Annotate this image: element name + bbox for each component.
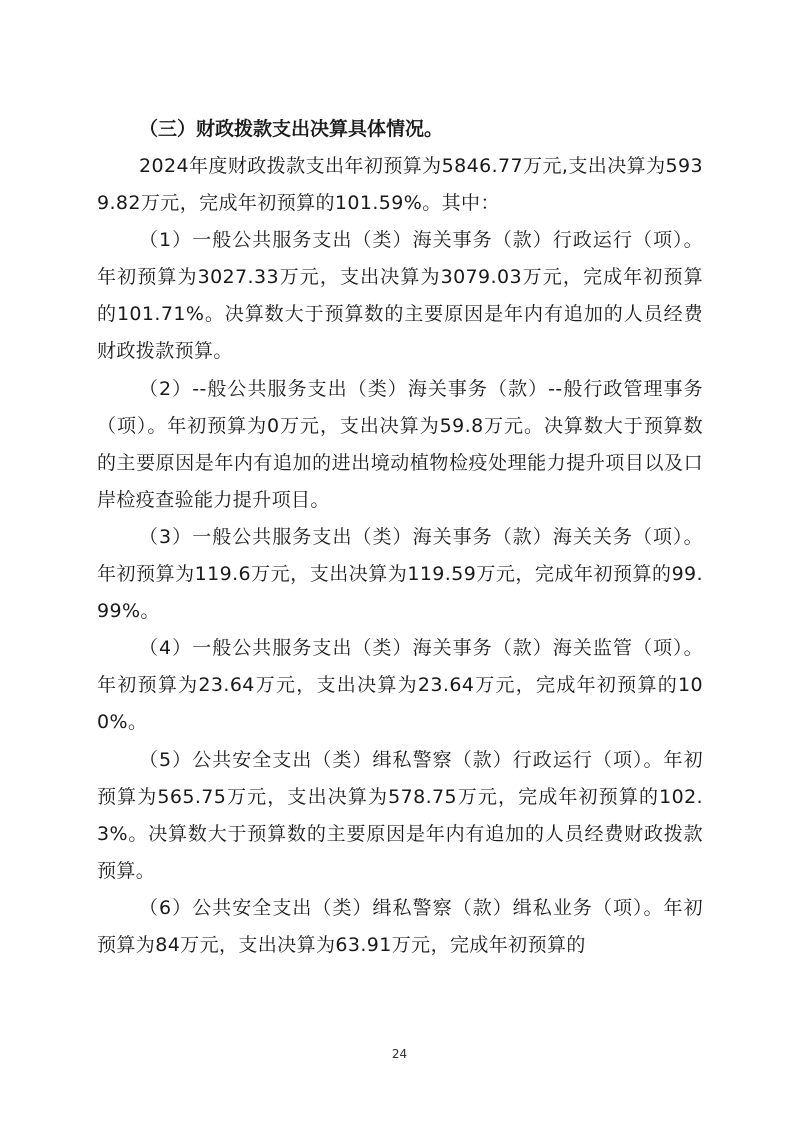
page-content <box>97 111 703 964</box>
page-number: 24 <box>391 1047 408 1061</box>
paragraph-item-1: （1）一般公共服务支出（类）海关事务（款）行政运行（项）。年初预算为3027.33万元，支出决算为3079.03万元，完成年初预算的101.71%。决算数大于预算数的主要原因是年内有追加的人员经费财政拨款预算。 <box>97 229 703 363</box>
paragraph-item-2: （2）--般公共服务支出（类）海关事务（款）--般行政管理事务（项）。年初预算为0万元，支出决算为59.8万元。决算数大于预算数的主要原因是年内有追加的进出境动植物检疫处理能力提升项目以及口岸检疫查验能力提升项目。 <box>97 377 703 511</box>
paragraph-item-6: （6）公共安全支出（类）缉私警察（款）缉私业务（项）。年初预算为84万元，支出决算为63.91万元，完成年初预算的 <box>97 896 703 956</box>
section-heading: （三）财政拨款支出决算具体情况。 <box>139 118 444 140</box>
paragraph-summary: 2024年度财政拨款支出年初预算为5846.77万元,支出决算为5939.82万元，完成年初预算的101.59%。其中： <box>97 155 703 215</box>
paragraph-item-5: （5）公共安全支出（类）缉私警察（款）行政运行（项）。年初预算为565.75万元，支出决算为578.75万元，完成年初预算的102.3%。决算数大于预算数的主要原因是年内有追加的人员经费财政拨款预算。 <box>97 748 703 882</box>
paragraph-item-4: （4）一般公共服务支出（类）海关事务（款）海关监管（项）。年初预算为23.64万元，支出决算为23.64万元，完成年初预算的100%。 <box>97 637 703 734</box>
paragraph-item-3: （3）一般公共服务支出（类）海关事务（款）海关关务（项）。年初预算为119.6万元，支出决算为119.59万元，完成年初预算的99.99%。 <box>97 525 703 623</box>
